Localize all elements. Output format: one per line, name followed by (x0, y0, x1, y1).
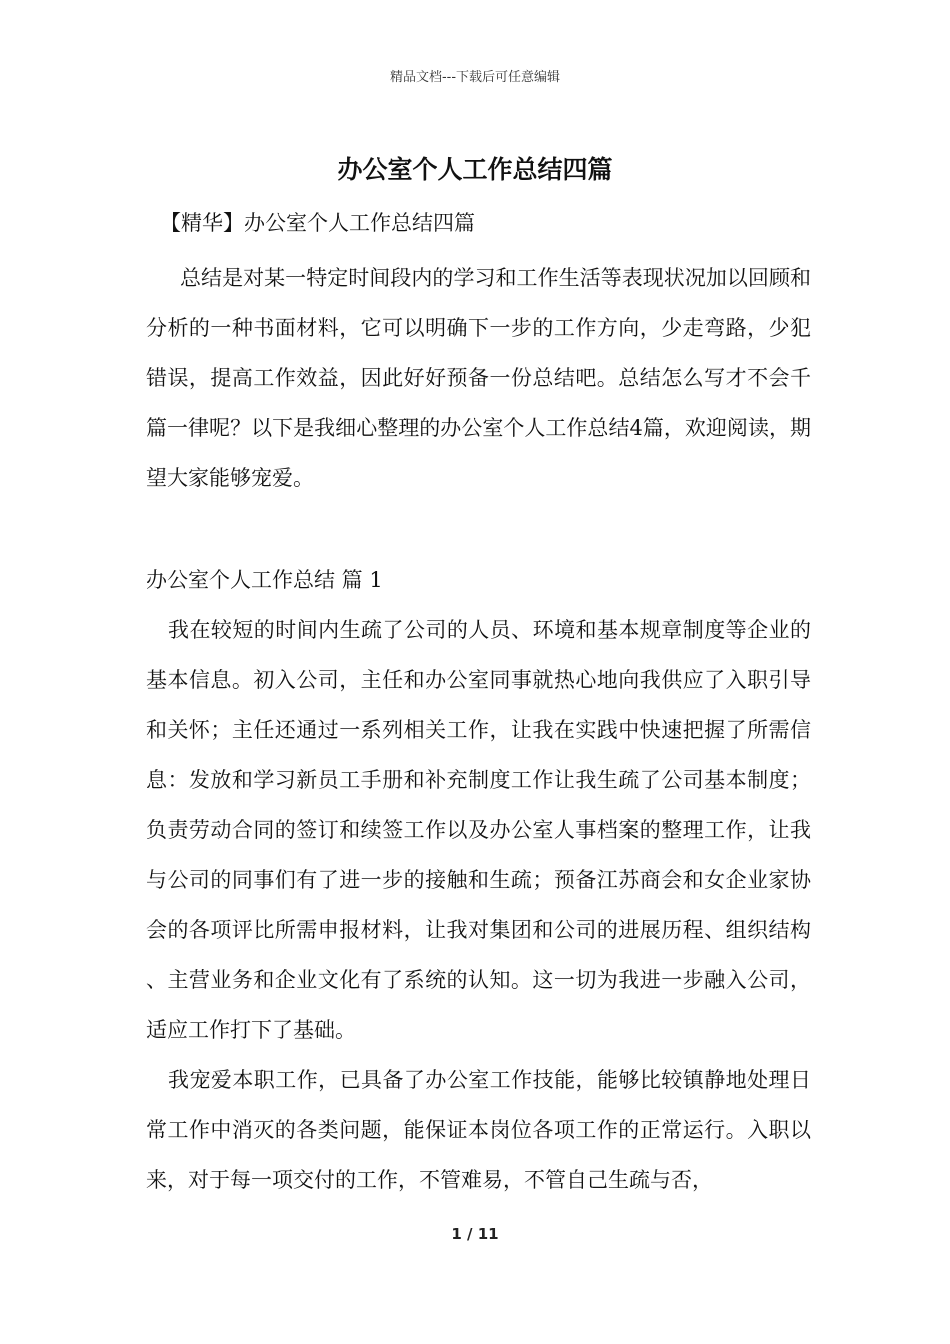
page-header: 精品文档---下载后可任意编辑 (389, 70, 561, 85)
document-subtitle: 【精华】办公室个人工作总结四篇 (160, 211, 475, 235)
document-title: 办公室个人工作总结四篇 (337, 155, 613, 184)
section-title: 办公室个人工作总结 篇 1 (146, 568, 383, 592)
body-paragraph-2: 我宠爱本职工作，已具备了办公室工作技能，能够比较镇静地处理日常工作中消灭的各类问题，能保证本岗位各项工作的正常运行。入职以来，对于每一项交付的工作，不管难易，不管自己生疏与否， (146, 1068, 811, 1192)
document-body (146, 200, 811, 1205)
intro-paragraph: 总结是对某一特定时间段内的学习和工作生活等表现状况加以回顾和分析的一种书面材料，它可以明确下一步的工作方向，少走弯路，少犯错误，提高工作效益，因此好好预备一份总结吧。总结怎么写才不会千篇一律呢？以下是我细心整理的办公室个人工作总结4篇，欢迎阅读，期望大家能够宠爱。 (146, 266, 811, 490)
page-number: 1 / 11 (451, 1225, 499, 1243)
body-paragraph-1: 我在较短的时间内生疏了公司的人员、环境和基本规章制度等企业的基本信息。初入公司，主任和办公室同事就热心地向我供应了入职引导和关怀；主任还通过一系列相关工作，让我在实践中快速把握了所需信息：发放和学习新员工手册和补充制度工作让我生疏了公司基本制度；负责劳动合同的签订和续签工作以及办公室人事档案的整理工作，让我与公司的同事们有了进一步的接触和生疏；预备江苏商会和女企业家协会的各项评比所需申报材料，让我对集团和公司的进展历程、组织结构、主营业务和企业文化有了系统的认知。这一切为我进一步融入公司，适应工作打下了基础。 (146, 618, 811, 1042)
